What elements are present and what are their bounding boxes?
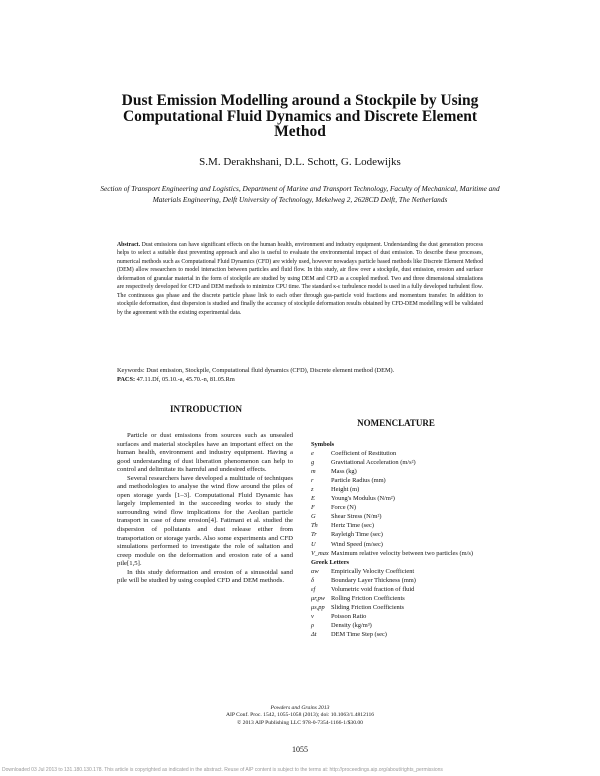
nomenclature-row (311, 503, 491, 512)
nomenclature-row (311, 549, 491, 558)
abstract-text: Dust emissions can have significant effects on the human health, environment and industry equipment. Understanding the dust generation process helps to select a suitable dust preventing approach and also is useful to evaluate the environmental impact of dust emission. To describe these processes, numerical methods such as Computational Fluid Dynamics (CFD) are widely used, however nowadays particle based methods like Discrete Element Method (DEM) allow researchers to model interaction between particles and fluid flow. In this study, air flow over a stockpile, dust emission, erosion and surface deformation of granular material in the form of stockpile are studied by using DEM and CFD as a coupled method. Two and three dimensional simulations are respectively developed for CFD and DEM methods to minimize CPU time. The standard κ-ε turbulence model is used in a fully developed turbulent flow. The continuous gas phase and the discrete particle phase link to each other through gas-particle void fractions and momentum transfer. In addition to stockpile deformation, dust dispersion is studied and finally the accuracy of stockpile deformation results obtained by CFD-DEM modelling will be validated by the agreement with the existing experimental data. (117, 242, 483, 316)
symbols-label: Symbols (311, 441, 335, 448)
nomenclature-row (311, 485, 491, 494)
nomenclature-row (311, 449, 491, 458)
nomenclature-symbol: F (311, 504, 315, 512)
pacs-label: PACS: (117, 375, 136, 383)
nomenclature-symbol: μr,pw (311, 594, 326, 602)
nomenclature-description: Force (N) (331, 504, 357, 512)
intro-paragraph: In this study deformation and erosion of a sinusoidal sand pile will be studied by using coupled CFD and DEM methods. (117, 568, 293, 585)
introduction-heading: INTRODUCTION (169, 404, 242, 414)
abstract-label: Abstract. (117, 242, 141, 248)
introduction-body (117, 432, 293, 586)
nomenclature-row (311, 603, 491, 612)
nomenclature-symbol: U (311, 540, 316, 548)
nomenclature-symbol: μs,pp (311, 603, 325, 611)
nomenclature-row (311, 585, 491, 594)
page-number: 1055 (292, 745, 308, 754)
nomenclature-row (311, 521, 491, 530)
nomenclature-symbol: z (311, 486, 314, 494)
nomenclature-description: Young's Modulus (N/m²) (331, 495, 395, 503)
keywords-label: Keywords: (117, 367, 145, 374)
pacs-text: 47.11.Df, 05.10.-a, 45.70.-n, 81.05.Rm (136, 375, 235, 383)
nomenclature-row (311, 594, 491, 603)
nomenclature-row (311, 567, 491, 576)
nomenclature-description: Particle Radius (mm) (331, 477, 386, 485)
nomenclature-row (311, 476, 491, 485)
nomenclature-symbol: ρ (311, 621, 315, 629)
affiliation: Section of Transport Engineering and Logistics, Department of Marine and Transport Technology, Faculty of Mechanical, Maritime and Materials Engineering, Delft University of Technology, Mekelweg 2, 2628CD Delft, The Netherlands (100, 184, 500, 204)
nomenclature-description: Wind Speed (m/sec) (331, 540, 383, 548)
nomenclature-description: Empirically Velocity Coefficient (331, 567, 415, 575)
nomenclature-description: Mass (kg) (331, 468, 357, 476)
nomenclature-symbol: E (311, 495, 315, 503)
paper-title: Dust Emission Modelling around a Stockpile by Using Computational Fluid Dynamics and Discrete Element Method (121, 92, 479, 140)
symbols-list (311, 449, 491, 558)
nomenclature-symbol: εf (311, 585, 316, 593)
authors: S.M. Derakhshani, D.L. Schott, G. Lodewijks (199, 156, 401, 168)
nomenclature-symbol: Δt (311, 630, 317, 638)
nomenclature-symbol: Tr (311, 531, 317, 539)
nomenclature-symbol: Th (311, 522, 318, 530)
nomenclature-row (311, 540, 491, 549)
proceedings-citation: AIP Conf. Proc. 1542, 1055-1058 (2013); doi: 10.1063/1.4812116 (225, 712, 375, 719)
greek-letters-label: Greek Letters (311, 558, 350, 566)
nomenclature-description: Boundary Layer Thickness (mm) (331, 576, 416, 584)
nomenclature-row (311, 530, 491, 539)
nomenclature-row (311, 458, 491, 467)
nomenclature-row (311, 494, 491, 503)
nomenclature-description: Sliding Friction Coefficients (331, 603, 405, 611)
nomenclature-description: Maximum relative velocity between two particles (m/s) (331, 549, 473, 557)
nomenclature-symbol: ν (311, 612, 314, 620)
nomenclature-symbol: G (311, 513, 316, 521)
nomenclature-description: Shear Stress (N/m²) (331, 513, 382, 521)
nomenclature-symbol: g (311, 459, 315, 467)
keywords-text: Dust emission, Stockpile, Computational fluid dynamics (CFD), Discrete element method (DEM). (146, 367, 395, 374)
nomenclature-symbol: αw (311, 567, 319, 575)
nomenclature-row (311, 512, 491, 521)
intro-paragraph: Particle or dust emissions from sources such as unsealed surfaces and material stockpiles have an important effect on the human health, environment and industry equipment. Having a good understanding of dust liberation phenomenon can help to control and delimitate its harmful and undesired effects. (117, 432, 293, 474)
nomenclature-description: Rolling Friction Coefficients (331, 594, 405, 602)
nomenclature-heading: NOMENCLATURE (357, 418, 435, 428)
nomenclature-description: Height (m) (331, 486, 360, 494)
nomenclature-symbol: e (311, 450, 314, 458)
nomenclature-description: Density (kg/m³) (331, 621, 372, 629)
conference-name: Powders and Grains 2013 (270, 705, 330, 711)
nomenclature-description: Gravitational Acceleration (m/s²) (331, 459, 416, 467)
nomenclature-symbol: m (311, 468, 316, 476)
copyright-notice: © 2013 AIP Publishing LLC 978-0-7354-1166-1/$30.00 (237, 719, 363, 726)
footer (0, 705, 600, 727)
nomenclature-list (311, 440, 491, 639)
nomenclature-row (311, 630, 491, 639)
nomenclature-description: Volumetric void fraction of fluid (331, 585, 415, 593)
nomenclature-symbol: r (311, 477, 314, 485)
keywords-block (117, 367, 483, 384)
nomenclature-description: Coefficient of Restitution (331, 450, 397, 458)
nomenclature-row (311, 612, 491, 621)
nomenclature-description: Hertz Time (sec) (331, 522, 374, 530)
nomenclature-description: Poisson Ratio (331, 612, 367, 620)
nomenclature-symbol: δ (311, 576, 314, 584)
nomenclature-description: DEM Time Step (sec) (331, 630, 387, 638)
nomenclature-row (311, 576, 491, 585)
abstract (117, 241, 483, 317)
nomenclature-description: Rayleigh Time (sec) (331, 531, 383, 539)
intro-paragraph: Several researchers have developed a multitude of techniques and methodologies to analyse the wind flow around the piles of open storage yards [1–3]. Computational Fluid Dynamic has largely implemented in the succeeding works to study the surrounding wind flow implications for the Aeolian particle transport in case of dune erosion[4]. Fatimani et al. studied the dispersion of pollutants and dust release either from transportation or storage yards. Also some experiments and CFD simulations performed to investigate the role of saltation and creep module on the deformation and erosion rate of a sand pile[1,5]. (117, 474, 293, 568)
nomenclature-symbol: V_max (311, 549, 329, 557)
greek-letters-list (311, 567, 491, 639)
nomenclature-row (311, 621, 491, 630)
nomenclature-row (311, 467, 491, 476)
download-notice: Downloaded 03 Jul 2013 to 131.180.130.178. This article is copyrighted as indicated in the abstract. Reuse of AIP content is subject to the terms at: http://proceedings.aip.org/about/rights_permissions (2, 767, 443, 773)
